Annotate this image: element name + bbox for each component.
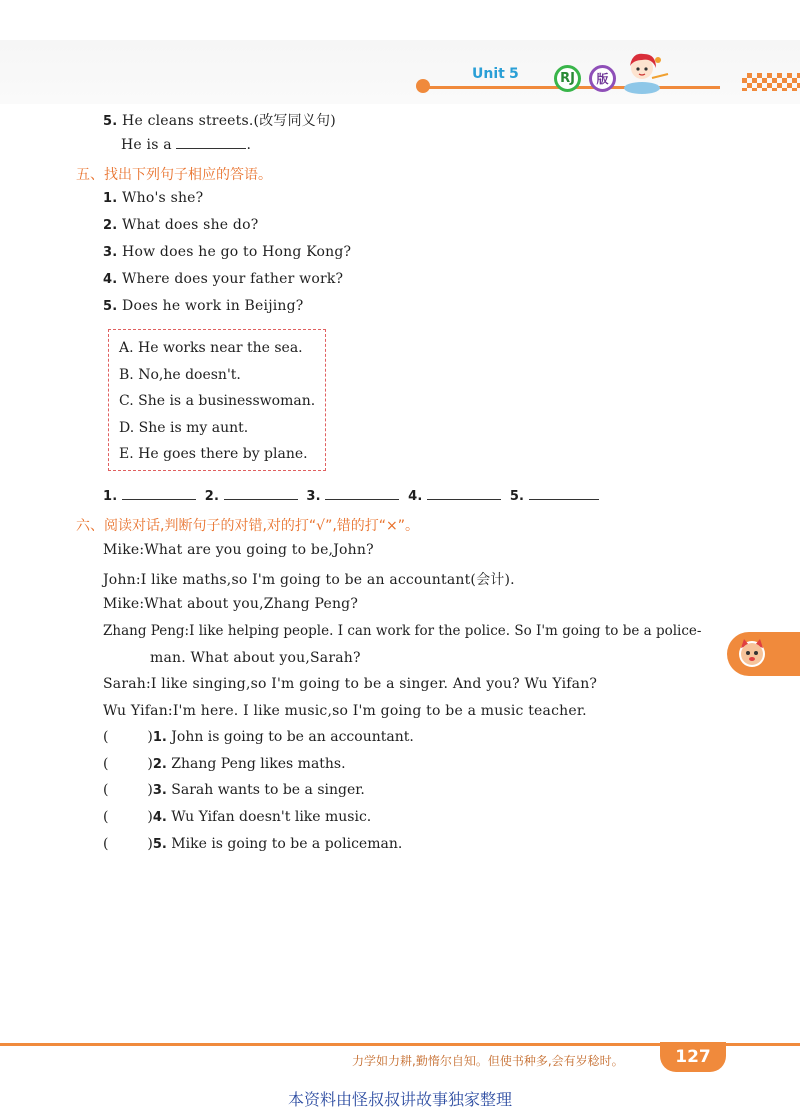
option-d: D. She is my aunt. [119, 420, 249, 436]
paren-open: ( [103, 836, 109, 852]
option-a: A. He works near the sea. [119, 340, 303, 356]
answer-blank[interactable] [224, 499, 298, 500]
rewrite-answer-line [121, 137, 251, 153]
question-text: Who's she? [122, 190, 204, 206]
answer-blank[interactable] [176, 148, 246, 149]
question-text: Where does your father work? [122, 271, 344, 287]
question-number: 1. [103, 191, 118, 206]
unit-label: Unit [472, 66, 505, 82]
answer-suffix: . [246, 137, 252, 153]
dialogue-line: Wu Yifan:I'm here. I like music,so I'm going to be a music teacher. [103, 703, 587, 719]
footer-motto: 力学如力耕,勤惰尔自知。但使书种多,会有岁稔时。 [352, 1054, 624, 1068]
question-number: 5. [103, 299, 118, 314]
answer-blank[interactable] [427, 499, 501, 500]
blank-label: 3. [306, 489, 321, 504]
answer-options-box [108, 329, 326, 471]
header-dot [416, 79, 430, 93]
dialogue-line: Mike:What are you going to be,John? [103, 542, 374, 558]
question-text: What does she do? [122, 217, 259, 233]
judgement-text: Mike is going to be a policeman. [171, 836, 403, 852]
dialogue-line: John:I like maths,so I'm going to be an accountant(会计). [103, 572, 515, 588]
blank-label: 5. [509, 489, 525, 504]
option-b: B. No,he doesn't. [119, 367, 241, 383]
judgement-number: 1. [152, 730, 167, 745]
judgement-text: Zhang Peng likes maths. [171, 756, 346, 772]
matching-question [103, 298, 304, 314]
paren-close: ) [147, 756, 153, 772]
question-text: How does he go to Hong Kong? [122, 244, 352, 260]
edition-badge-rj: RJ [554, 65, 581, 92]
judgement-item [103, 782, 365, 798]
answer-blank[interactable] [325, 499, 399, 500]
paren-open: ( [103, 756, 109, 772]
judgement-number: 4. [152, 810, 167, 825]
dialogue-line: Zhang Peng:I like helping people. I can work for the police. So I'm going to be a police- [103, 623, 702, 639]
answer-prefix: He is a [121, 137, 172, 153]
judgement-item [103, 756, 346, 772]
matching-answer-blanks [103, 488, 599, 504]
dialogue-line: Mike:What about you,Zhang Peng? [103, 596, 359, 612]
section-6-title: 六、阅读对话,判断句子的对错,对的打“√”,错的打“×”。 [76, 518, 420, 534]
paren-close: ) [147, 809, 153, 825]
matching-question [103, 190, 203, 206]
section-5-title: 五、找出下列句子相应的答语。 [76, 167, 272, 183]
question-number: 3. [103, 245, 118, 260]
question-number: 5. [103, 114, 118, 129]
judgement-number: 5. [152, 837, 167, 852]
judgement-text: Wu Yifan doesn't like music. [171, 809, 372, 825]
answer-blank[interactable] [529, 499, 599, 500]
question-text: Does he work in Beijing? [122, 298, 304, 314]
dialogue-line-continuation: man. What about you,Sarah? [150, 650, 361, 666]
option-e: E. He goes there by plane. [119, 446, 308, 462]
mascot-girl-icon [616, 48, 672, 98]
header-band [0, 40, 800, 104]
credit-line: 本资料由怪叔叔讲故事独家整理 [287, 1090, 512, 1109]
question-5-rewrite [103, 110, 336, 130]
option-c: C. She is a businesswoman. [119, 393, 316, 409]
paren-close: ) [147, 836, 153, 852]
judgement-text: Sarah wants to be a singer. [171, 782, 365, 798]
answer-blank[interactable] [122, 499, 196, 500]
blank-label: 4. [408, 489, 423, 504]
dialogue-line: Sarah:I like singing,so I'm going to be a singer. And you? Wu Yifan? [103, 676, 598, 692]
header-checker-pattern [742, 73, 800, 91]
question-number: 2. [103, 218, 118, 233]
blank-label: 1. [103, 489, 118, 504]
paren-close: ) [147, 782, 153, 798]
matching-question [103, 217, 258, 233]
judgement-number: 2. [152, 757, 167, 772]
matching-question [103, 271, 343, 287]
question-number: 4. [103, 272, 118, 287]
blank-label: 2. [204, 489, 220, 504]
judgement-item [103, 809, 371, 825]
judgement-number: 3. [152, 783, 167, 798]
judgement-text: John is going to be an accountant. [171, 729, 414, 745]
page-number: 127 [660, 1042, 726, 1072]
judgement-item [103, 729, 414, 745]
matching-question [103, 244, 351, 260]
judgement-item [103, 836, 402, 852]
paren-open: ( [103, 782, 109, 798]
paren-open: ( [103, 729, 109, 745]
question-text: He cleans streets.(改写同义句) [122, 113, 336, 129]
unit-number: 5 [509, 66, 519, 82]
cartoon-face-icon [735, 636, 769, 670]
edition-badge-ban: 版 [589, 65, 616, 92]
paren-close: ) [147, 729, 153, 745]
paren-open: ( [103, 809, 109, 825]
